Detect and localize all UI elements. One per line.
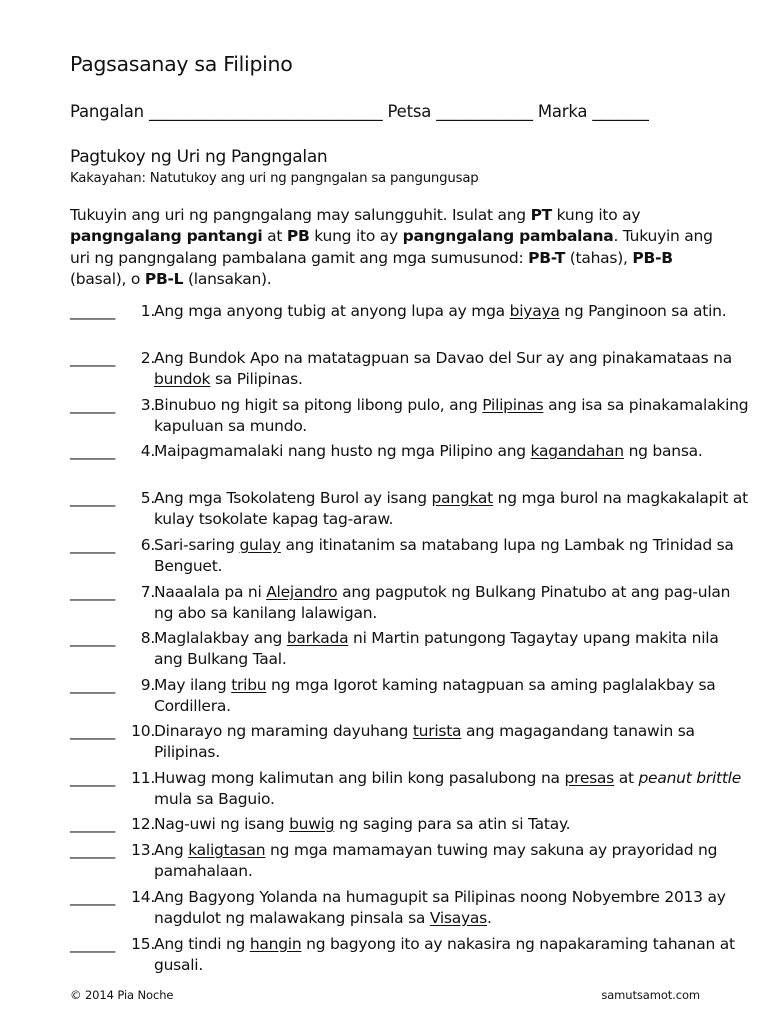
question-item: [70, 840, 750, 887]
underlined-noun: barkada: [286, 629, 349, 647]
question-item: [70, 721, 750, 768]
question-number: 6.: [140, 536, 155, 554]
question-item: [70, 934, 750, 981]
underlined-noun: Visayas: [429, 908, 487, 927]
underlined-noun: presas: [564, 769, 615, 787]
instructions-paragraph: Tukuyin ang uri ng pangngalang may salungguhit. Isulat ang PT kung ito ay pangngalang pantangi at PB kung ito ay pangngalang pambalana. Tukuyin ang uri ng pangngalang pambalana gamit ang mga sumusunod: PB-T (tahas), PB-B (basal), o PB-L (lansakan).: [70, 206, 713, 289]
answer-blank[interactable]: ______: [70, 396, 115, 414]
italic-phrase: peanut brittle: [638, 769, 741, 787]
code-pb-b: PB-B: [632, 248, 673, 267]
answer-blank[interactable]: ______: [70, 583, 115, 601]
question-item: [70, 348, 750, 395]
website-footer: samutsamot.com: [601, 988, 700, 1002]
lesson-subtitle: Pagtukoy ng Uri ng Pangngalan: [70, 147, 328, 167]
code-pb-t: PB-T: [528, 248, 566, 267]
question-text: Ang mga Tsokolateng Burol ay isang pangkat ng mga burol na magkakalapit at kulay tsokolate kapag tag-araw.: [154, 489, 748, 528]
question-item: [70, 675, 750, 721]
question-text: Ang Bagyong Yolanda na humagupit sa Pilipinas noong Nobyembre 2013 ay nagdulot ng malawakang pinsala sa Visayas.: [154, 888, 726, 927]
term-pambalana: pangngalang pambalana: [402, 227, 614, 246]
question-item: [70, 887, 750, 934]
term-pantangi: pangngalang pantangi: [70, 227, 263, 246]
answer-blank[interactable]: ______: [70, 536, 115, 554]
answer-blank[interactable]: ______: [70, 676, 115, 694]
question-text: Ang mga anyong tubig at anyong lupa ay mga biyaya ng Panginoon sa atin.: [154, 302, 727, 320]
answer-blank[interactable]: ______: [70, 629, 115, 647]
underlined-noun: buwig: [289, 815, 335, 833]
answer-blank[interactable]: ______: [70, 769, 115, 787]
underlined-noun: biyaya: [509, 302, 560, 320]
question-item: [70, 395, 750, 441]
question-text: Naaalala pa ni Alejandro ang pagputok ng Bulkang Pinatubo at ang pag-ulan ng abo sa kanilang lalawigan.: [154, 583, 731, 622]
underlined-noun: Pilipinas: [482, 396, 544, 414]
question-number: 11.: [131, 769, 155, 787]
answer-blank[interactable]: ______: [70, 815, 115, 833]
answer-blank[interactable]: ______: [70, 841, 115, 859]
question-text: Sari-saring gulay ang itinatanim sa matabang lupa ng Lambak ng Trinidad sa Benguet.: [154, 536, 734, 575]
copyright-footer: © 2014 Pia Noche: [70, 988, 174, 1002]
question-number: 14.: [131, 888, 155, 906]
underlined-noun: hangin: [249, 935, 302, 953]
question-text: Binubuo ng higit sa pitong libong pulo, ang Pilipinas ang isa sa pinakamalaking kapuluan sa mundo.: [154, 396, 749, 435]
answer-blank[interactable]: ______: [70, 888, 115, 906]
answer-blank[interactable]: ______: [70, 722, 115, 740]
question-item: [70, 582, 750, 628]
underlined-noun: bundok: [154, 369, 211, 388]
question-text: Maipagmamalaki nang husto ng mga Pilipino ang kagandahan ng bansa.: [154, 442, 703, 460]
question-item: [70, 628, 750, 675]
underlined-noun: kaligtasan: [188, 841, 266, 859]
question-number: 12.: [131, 815, 155, 833]
code-pb: PB: [286, 227, 310, 246]
question-text: Huwag mong kalimutan ang bilin kong pasalubong na presas at peanut brittle mula sa Baguio.: [154, 769, 741, 808]
question-list: [70, 301, 750, 981]
question-text: Nag-uwi ng isang buwig ng saging para sa atin si Tatay.: [154, 815, 571, 833]
answer-blank[interactable]: ______: [70, 349, 115, 367]
underlined-noun: Alejandro: [266, 583, 338, 601]
name-date-score-line: Pangalan _____________________________ Petsa ____________ Marka _______: [70, 102, 649, 121]
question-item: [70, 488, 750, 535]
question-text: Maglalakbay ang barkada ni Martin patungong Tagaytay upang makita nila ang Bulkang Taal.: [154, 629, 719, 668]
question-number: 8.: [140, 629, 155, 647]
underlined-noun: pangkat: [431, 489, 493, 507]
skill-objective: Kakayahan: Natutukoy ang uri ng pangngalan sa pangungusap: [70, 171, 479, 186]
underlined-noun: kagandahan: [530, 442, 624, 460]
question-number: 5.: [140, 489, 155, 507]
question-item: [70, 535, 750, 582]
question-text: Dinarayo ng maraming dayuhang turista ang magagandang tanawin sa Pilipinas.: [154, 722, 695, 761]
question-number: 9.: [140, 676, 155, 694]
question-number: 4.: [140, 442, 155, 460]
question-text: Ang kaligtasan ng mga mamamayan tuwing may sakuna ay prayoridad ng pamahalaan.: [154, 841, 718, 880]
question-item: [70, 814, 750, 840]
question-text: May ilang tribu ng mga Igorot kaming natagpuan sa aming paglalakbay sa Cordillera.: [154, 676, 716, 715]
underlined-noun: gulay: [239, 536, 281, 554]
answer-blank[interactable]: ______: [70, 302, 115, 320]
question-text: Ang tindi ng hangin ng bagyong ito ay nakasira ng napakaraming tahanan at gusali.: [154, 935, 735, 974]
answer-blank[interactable]: ______: [70, 935, 115, 953]
answer-blank[interactable]: ______: [70, 442, 115, 460]
worksheet-title: Pagsasanay sa Filipino: [70, 52, 293, 76]
question-item: [70, 441, 750, 488]
question-number: 10.: [131, 722, 155, 740]
underlined-noun: tribu: [231, 676, 267, 694]
question-text: Ang Bundok Apo na matatagpuan sa Davao del Sur ay ang pinakamataas na bundok sa Pilipinas.: [154, 349, 732, 388]
question-number: 15.: [131, 935, 155, 953]
question-number: 1.: [140, 302, 155, 320]
question-number: 3.: [140, 396, 155, 414]
question-item: [70, 301, 750, 348]
answer-blank[interactable]: ______: [70, 489, 115, 507]
question-number: 2.: [140, 349, 155, 367]
question-number: 7.: [140, 583, 155, 601]
question-item: [70, 768, 750, 814]
underlined-noun: turista: [412, 722, 462, 740]
code-pb-l: PB-L: [144, 270, 184, 289]
question-number: 13.: [131, 841, 155, 859]
code-pt: PT: [530, 206, 552, 224]
